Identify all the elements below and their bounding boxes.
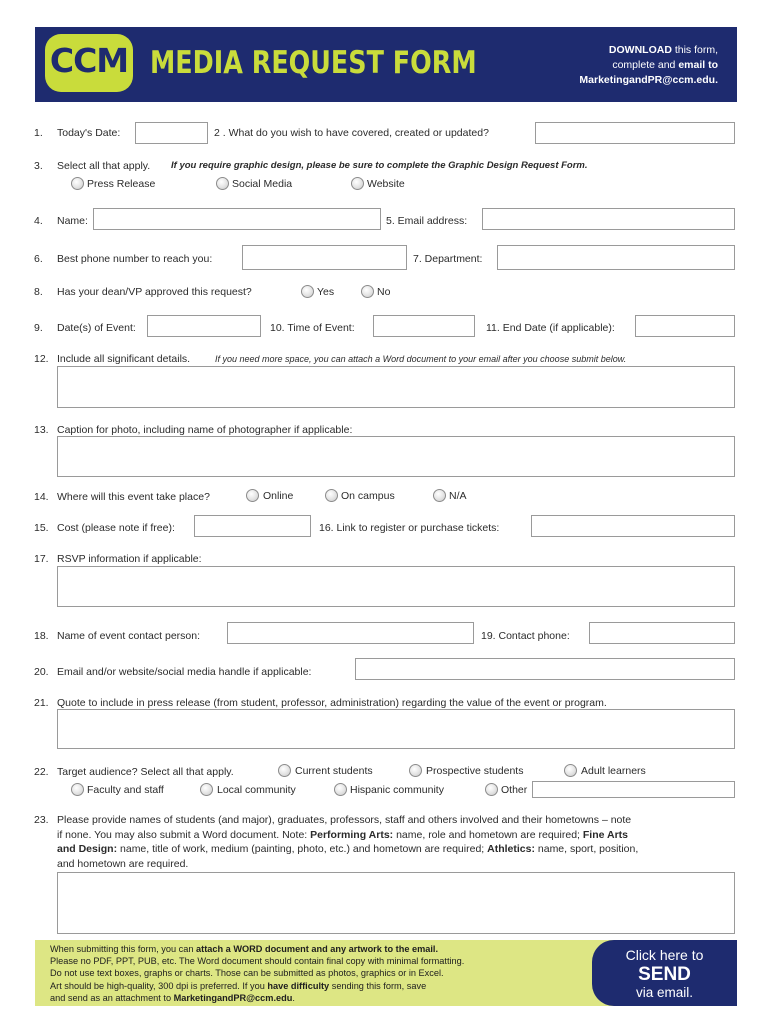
q6-number: 6.: [34, 253, 43, 265]
q9-number: 9.: [34, 322, 43, 334]
hispanic-community-radio[interactable]: [334, 783, 347, 796]
on-campus-label: On campus: [341, 490, 395, 502]
q6-label: Best phone number to reach you:: [57, 253, 213, 265]
footer-instructions: When submitting this form, you can attach a WORD document and any artwork to the email. Please no PDF, PPT, PUB, etc. The Word document should contain final copy with minimal formatting. Do not use text boxes, graphs or charts. Those can be submitted as photos, graphics or in Excel. Art should be high-quality, 300 dpi is preferred. If you have difficulty sending this form, save and send as an attachment to MarketingandPR@ccm.edu.: [50, 944, 465, 1003]
event-time-field[interactable]: [373, 315, 475, 337]
approved-no-radio[interactable]: [361, 285, 374, 298]
contact-phone-field[interactable]: [589, 622, 735, 644]
q2-label: 2 . What do you wish to have covered, created or updated?: [214, 127, 489, 139]
q20-label: Email and/or website/social media handle if applicable:: [57, 666, 312, 678]
faculty-staff-label: Faculty and staff: [87, 784, 164, 796]
q12-label: Include all significant details.: [57, 353, 191, 365]
press-release-radio[interactable]: [71, 177, 84, 190]
q3-label: Select all that apply.: [57, 160, 151, 172]
website-radio[interactable]: [351, 177, 364, 190]
form-title: MEDIA REQUEST FORM: [150, 45, 477, 81]
q13-number: 13.: [34, 424, 49, 436]
hispanic-community-label: Hispanic community: [350, 784, 444, 796]
adult-learners-radio[interactable]: [564, 764, 577, 777]
other-radio[interactable]: [485, 783, 498, 796]
prospective-students-radio[interactable]: [409, 764, 422, 777]
adult-learners-label: Adult learners: [581, 765, 646, 777]
q17-number: 17.: [34, 553, 49, 565]
q8-label: Has your dean/VP approved this request?: [57, 286, 252, 298]
online-label: Online: [263, 490, 294, 502]
tickets-link-field[interactable]: [531, 515, 735, 537]
q22-label: Target audience? Select all that apply.: [57, 766, 234, 778]
q17-label: RSVP information if applicable:: [57, 553, 202, 565]
ccm-logo-text: CCM: [49, 41, 129, 80]
q23-instructions: Please provide names of students (and major), graduates, professors, staff and others involved and their hometowns – note if none. You may also submit a Word document. Note: Performing Arts: name, role and hometown are required; Fine Arts and Design: name, title of work, medium (painting, photo, etc.) and hometown are required; Athletics: name, sport, position, and hometown are required.: [57, 814, 639, 870]
department-field[interactable]: [497, 245, 735, 270]
todays-date-field[interactable]: [135, 122, 208, 144]
current-students-radio[interactable]: [278, 764, 291, 777]
quote-field[interactable]: [57, 709, 735, 749]
q11-label: 11. End Date (if applicable):: [486, 322, 615, 334]
send-line-3: via email.: [635, 985, 694, 1000]
local-community-radio[interactable]: [200, 783, 213, 796]
end-date-field[interactable]: [635, 315, 735, 337]
photo-caption-field[interactable]: [57, 436, 735, 477]
footer-email[interactable]: MarketingandPR@ccm.edu: [173, 992, 293, 1003]
phone-field[interactable]: [242, 245, 407, 270]
q9-label: Date(s) of Event:: [57, 322, 136, 334]
header-email[interactable]: MarketingandPR@ccm.edu.: [579, 74, 718, 86]
contact-person-field[interactable]: [227, 622, 474, 644]
send-line-2: SEND: [638, 964, 691, 985]
q21-number: 21.: [34, 697, 49, 709]
q18-number: 18.: [34, 630, 49, 642]
q22-number: 22.: [34, 766, 49, 778]
q15-number: 15.: [34, 522, 49, 534]
q12-number: 12.: [34, 353, 49, 365]
people-involved-field[interactable]: [57, 872, 735, 934]
website-label: Website: [367, 178, 405, 190]
other-label: Other: [501, 784, 528, 796]
q14-number: 14.: [34, 491, 49, 503]
q15-label: Cost (please note if free):: [57, 522, 175, 534]
send-button[interactable]: [592, 940, 737, 1006]
prospective-students-label: Prospective students: [426, 765, 524, 777]
details-field[interactable]: [57, 366, 735, 408]
faculty-staff-radio[interactable]: [71, 783, 84, 796]
q23-number: 23.: [34, 814, 49, 826]
q1-number: 1.: [34, 127, 43, 139]
q19-label: 19. Contact phone:: [481, 630, 570, 642]
q4-label: Name:: [57, 215, 88, 227]
q10-label: 10. Time of Event:: [270, 322, 355, 334]
social-media-label: Social Media: [232, 178, 293, 190]
name-field[interactable]: [93, 208, 381, 230]
approved-no-label: No: [377, 286, 391, 298]
press-release-label: Press Release: [87, 178, 156, 190]
covered-created-field[interactable]: [535, 122, 735, 144]
q18-label: Name of event contact person:: [57, 630, 200, 642]
q4-number: 4.: [34, 215, 43, 227]
q16-label: 16. Link to register or purchase tickets:: [319, 522, 500, 534]
cost-field[interactable]: [194, 515, 311, 537]
local-community-label: Local community: [217, 784, 296, 796]
approved-yes-radio[interactable]: [301, 285, 314, 298]
social-media-radio[interactable]: [216, 177, 229, 190]
email-field[interactable]: [482, 208, 735, 230]
download-instructions: DOWNLOAD this form, complete and email to MarketingandPR@ccm.edu.: [579, 44, 718, 86]
online-radio[interactable]: [246, 489, 259, 502]
q3-note: If you require graphic design, please be sure to complete the Graphic Design Request Form.: [171, 160, 588, 171]
q12-note: If you need more space, you can attach a Word document to your email after you choose submit below.: [215, 354, 627, 364]
q8-number: 8.: [34, 286, 43, 298]
q14-label: Where will this event take place?: [57, 491, 210, 503]
q5-label: 5. Email address:: [386, 215, 468, 227]
q21-label: Quote to include in press release (from student, professor, administration) regarding the value of the event or program.: [57, 697, 607, 709]
q20-number: 20.: [34, 666, 49, 678]
send-line-1: Click here to: [625, 947, 704, 963]
approved-yes-label: Yes: [317, 286, 335, 298]
na-radio[interactable]: [433, 489, 446, 502]
other-audience-field[interactable]: [532, 781, 735, 798]
on-campus-radio[interactable]: [325, 489, 338, 502]
q7-label: 7. Department:: [413, 253, 483, 265]
social-handle-field[interactable]: [355, 658, 735, 680]
q13-label: Caption for photo, including name of photographer if applicable:: [57, 424, 353, 436]
na-label: N/A: [449, 490, 467, 502]
q3-number: 3.: [34, 160, 43, 172]
event-dates-field[interactable]: [147, 315, 261, 337]
q1-label: Today's Date:: [57, 127, 121, 139]
current-students-label: Current students: [295, 765, 373, 777]
rsvp-field[interactable]: [57, 566, 735, 607]
